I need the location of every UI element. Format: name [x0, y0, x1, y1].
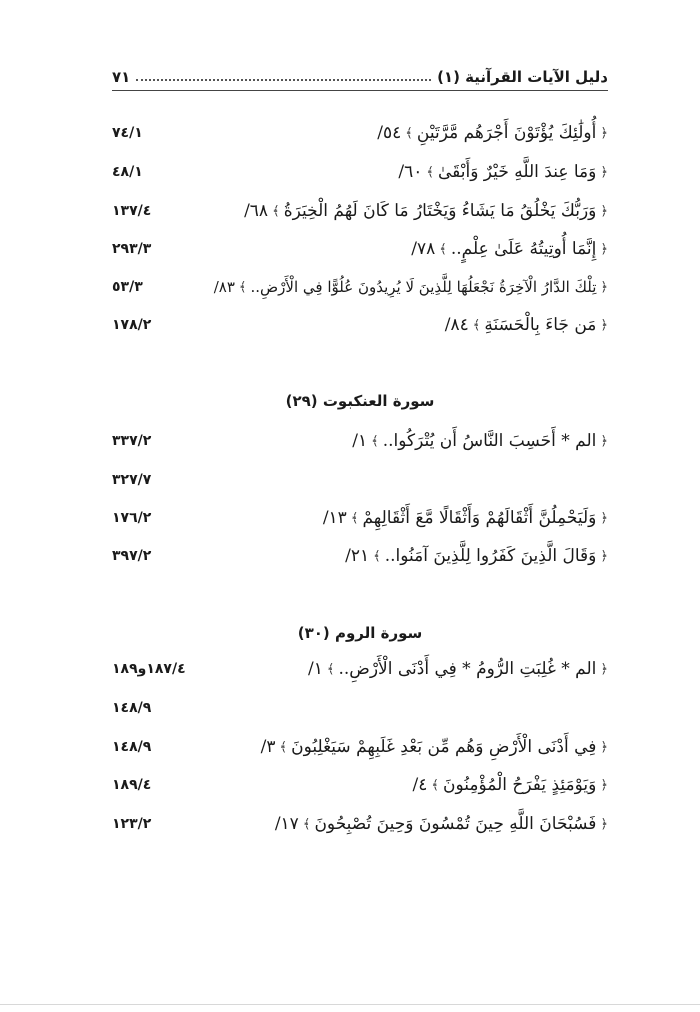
verse-text-group [411, 239, 608, 259]
verse-text-group [445, 315, 608, 335]
open-bracket: ﴿ [600, 317, 608, 333]
section-heading-rum: سورة الروم (٣٠) [297, 624, 423, 642]
close-bracket: ﴾ [439, 241, 447, 257]
verse-text-group [377, 123, 608, 143]
verse-text: الم * غُلِبَتِ الرُّومُ * فِي أَدْنَى الْأَرْضِ.. [338, 659, 597, 679]
verse-number: ٣/ [260, 737, 276, 757]
open-bracket: ﴿ [600, 125, 608, 141]
verse-text-group [261, 737, 608, 757]
close-bracket: ﴾ [302, 816, 311, 832]
verse-text: الم * أَحَسِبَ النَّاسُ أَن يُتْرَكُوا.. [382, 431, 597, 451]
close-bracket: ﴾ [238, 279, 247, 295]
open-bracket: ﴿ [600, 739, 608, 755]
index-entry [112, 234, 608, 264]
running-header [112, 62, 608, 91]
verse-text: وَيَوْمَئِذٍ يَفْرَحُ الْمُؤْمِنُونَ [442, 775, 597, 795]
verse-text-group [244, 201, 608, 221]
index-entry [112, 196, 608, 226]
verse-text: إِنَّمَا أُوتِيتُهُ عَلَىٰ عِلْمٍ.. [450, 239, 597, 259]
close-bracket: ﴾ [326, 661, 335, 677]
verse-text-group [323, 508, 608, 528]
close-bracket: ﴾ [405, 125, 413, 141]
index-entry [112, 118, 608, 148]
header-leader-dots [136, 79, 431, 81]
volume-page-ref: ١٤٨/٩ [112, 700, 152, 716]
index-entry [112, 654, 608, 684]
page-number: ٧١ [112, 68, 131, 86]
open-bracket: ﴿ [600, 548, 608, 564]
volume-page-ref: ٣٣٧/٢ [112, 433, 152, 449]
verse-text-group [345, 546, 608, 566]
volume-page-ref: ١٧٨/٢ [112, 317, 152, 333]
verse-text: وَلَيَحْمِلُنَّ أَثْقَالَهُمْ وَأَثْقَالًا مَّعَ أَثْقَالِهِمْ [362, 508, 597, 528]
verse-text-group [214, 278, 608, 296]
open-bracket: ﴿ [600, 203, 608, 219]
volume-page-ref: ٤٨/١ [112, 164, 143, 180]
verse-number: ٤/ [412, 775, 428, 795]
volume-page-ref: ٥٣/٣ [112, 279, 143, 295]
volume-page-ref: ١٣٧/٤ [112, 203, 152, 219]
index-entry [112, 770, 608, 800]
volume-page-ref: ٢٩٣/٣ [112, 241, 152, 257]
close-bracket: ﴾ [426, 164, 434, 180]
close-bracket: ﴾ [350, 510, 359, 526]
volume-page-ref: ١٤٨/٩ [112, 739, 152, 755]
index-entry [112, 426, 608, 456]
open-bracket: ﴿ [600, 279, 608, 295]
index-entry [112, 809, 608, 839]
verse-number: ٦٨/ [244, 201, 269, 221]
volume-page-ref: ١٧٦/٢ [112, 510, 152, 526]
index-entry [112, 541, 608, 571]
index-entry [112, 732, 608, 762]
volume-page-ref: ١٨٧/٤و١٨٩ [112, 661, 186, 677]
verse-text: تِلْكَ الدَّارُ الْآخِرَةُ نَجْعَلُهَا لِلَّذِينَ لَا يُرِيدُونَ عُلُوًّا فِي الْأَرْضِ.. [250, 278, 597, 296]
index-entry [112, 503, 608, 533]
verse-text-group [398, 162, 608, 182]
verse-text: فَسُبْحَانَ اللَّهِ حِينَ تُمْسُونَ وَحِينَ تُصْبِحُونَ [314, 814, 597, 834]
verse-text: وَرَبُّكَ يَخْلُقُ مَا يَشَاءُ وَيَخْتَارُ مَا كَانَ لَهُمُ الْخِيَرَةُ [283, 201, 597, 221]
verse-text-group [275, 814, 608, 834]
verse-number: ٢١/ [345, 546, 370, 566]
index-entry [112, 310, 608, 340]
open-bracket: ﴿ [600, 510, 608, 526]
volume-page-ref: ١٢٣/٢ [112, 816, 152, 832]
verse-number: ٧٨/ [411, 239, 436, 259]
close-bracket: ﴾ [472, 317, 481, 333]
verse-text: مَن جَاءَ بِالْحَسَنَةِ [484, 315, 597, 335]
close-bracket: ﴾ [272, 203, 280, 219]
index-entry [112, 693, 608, 723]
page-edge-rule [0, 1004, 700, 1005]
verse-number: ١٣/ [322, 508, 347, 528]
open-bracket: ﴿ [600, 777, 608, 793]
open-bracket: ﴿ [600, 816, 608, 832]
index-entry [112, 272, 608, 302]
verse-number: ١٧/ [274, 814, 299, 834]
verse-number: ٨٣/ [213, 278, 235, 296]
open-bracket: ﴿ [600, 164, 608, 180]
verse-text: وَقَالَ الَّذِينَ كَفَرُوا لِلَّذِينَ آمَنُوا.. [384, 546, 597, 566]
verse-text-group [308, 659, 608, 679]
verse-text: وَمَا عِندَ اللَّهِ خَيْرٌ وَأَبْقَىٰ [437, 162, 597, 182]
section-heading-ankabut: سورة العنكبوت (٢٩) [285, 392, 435, 410]
open-bracket: ﴿ [600, 661, 608, 677]
header-title: دليل الآيات القرآنية (١) [437, 68, 608, 86]
verse-number: ٥٤/ [377, 123, 402, 143]
volume-page-ref: ٣٩٧/٢ [112, 548, 152, 564]
volume-page-ref: ٣٢٧/٧ [112, 472, 152, 488]
volume-page-ref: ٧٤/١ [112, 125, 143, 141]
close-bracket: ﴾ [279, 739, 288, 755]
close-bracket: ﴾ [373, 548, 381, 564]
verse-number: ٦٠/ [398, 162, 423, 182]
index-entry [112, 157, 608, 187]
close-bracket: ﴾ [431, 777, 439, 793]
verse-text: فِي أَدْنَى الْأَرْضِ وَهُم مِّن بَعْدِ غَلَبِهِمْ سَيَغْلِبُونَ [291, 737, 597, 757]
open-bracket: ﴿ [600, 433, 608, 449]
verse-number: ١/ [307, 659, 323, 679]
verse-text-group [352, 431, 608, 451]
open-bracket: ﴿ [600, 241, 608, 257]
verse-number: ٨٤/ [444, 315, 469, 335]
close-bracket: ﴾ [371, 433, 379, 449]
verse-text: أُولَٰئِكَ يُؤْتَوْنَ أَجْرَهُم مَّرَّتَيْنِ [416, 123, 597, 143]
index-entry [112, 465, 608, 495]
verse-number: ١/ [352, 431, 368, 451]
verse-text-group [412, 775, 608, 795]
volume-page-ref: ١٨٩/٤ [112, 777, 152, 793]
